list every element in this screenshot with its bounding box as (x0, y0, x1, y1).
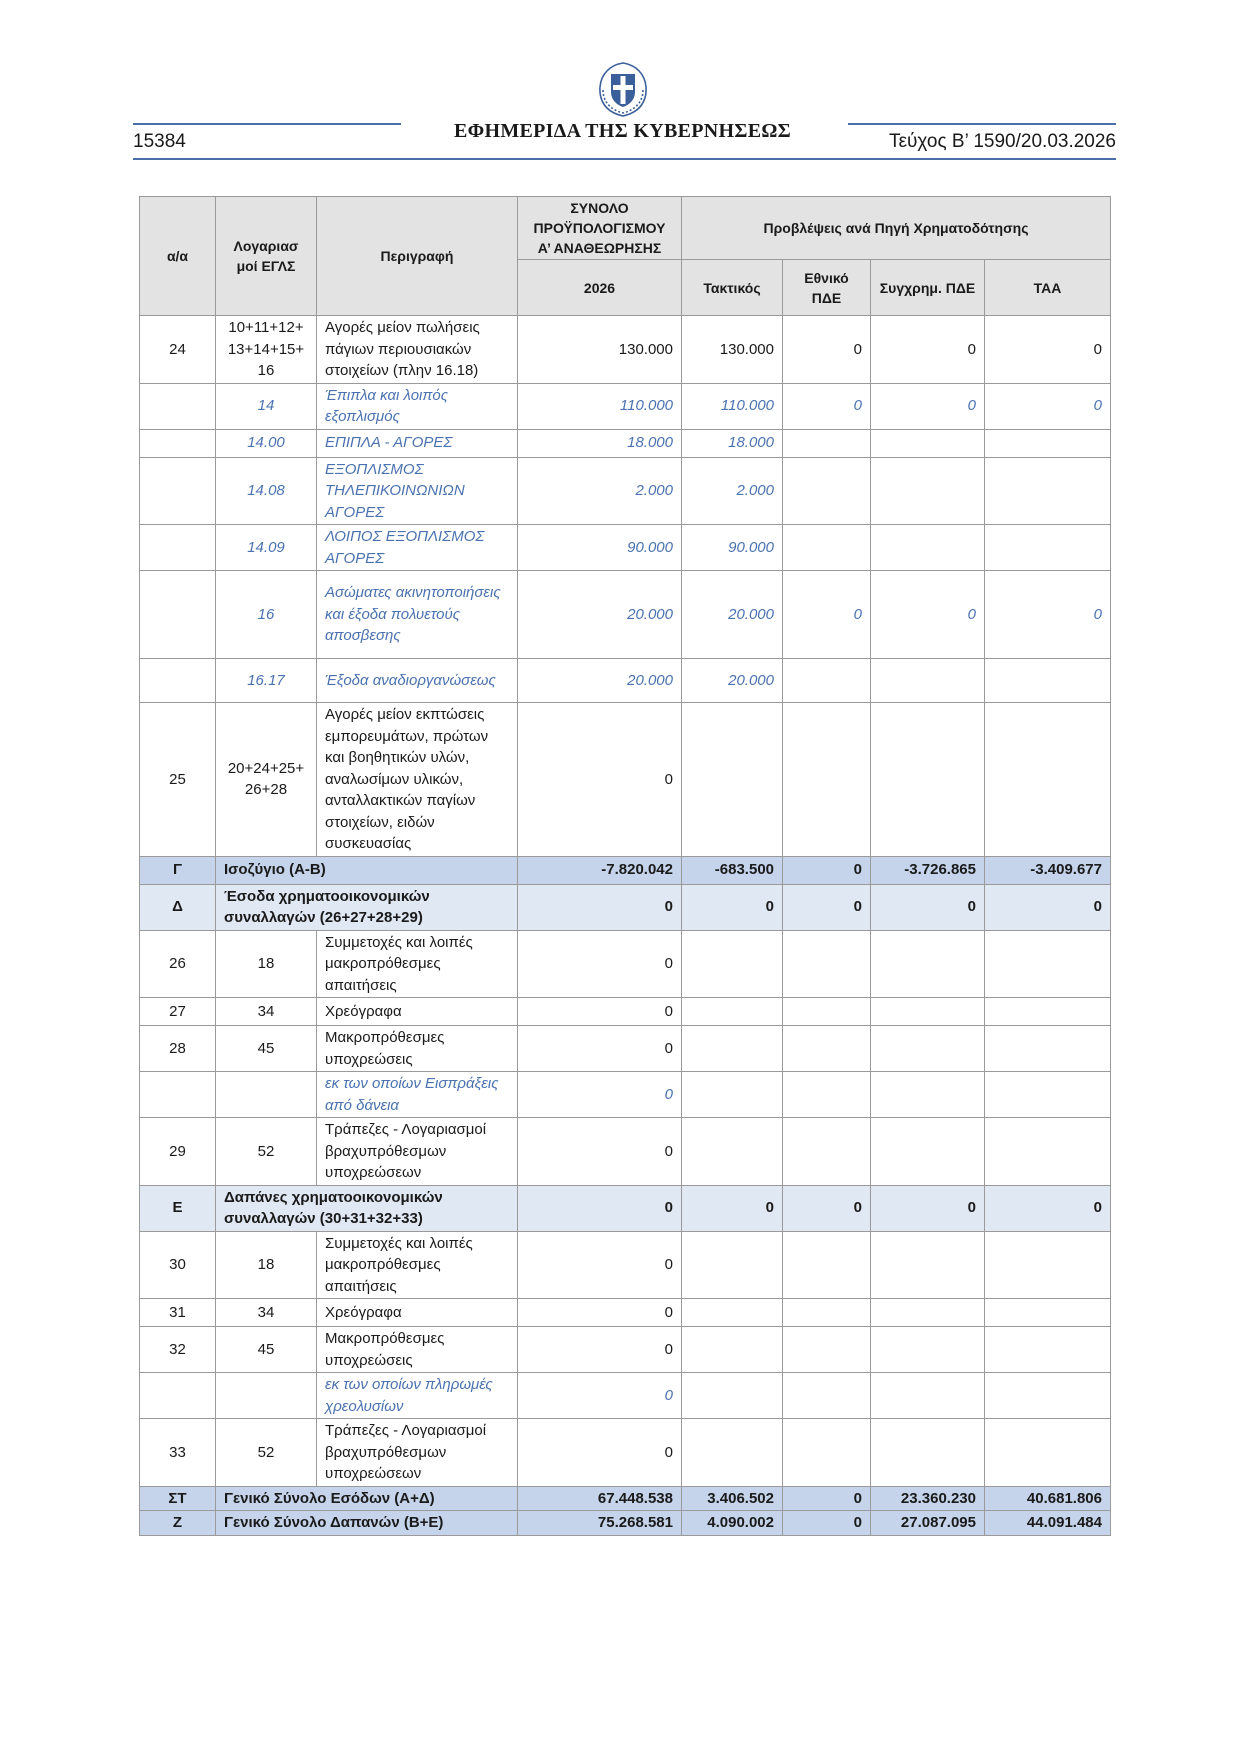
table-row (140, 1419, 1111, 1487)
cell-national-pde (783, 1118, 871, 1186)
cell-national-pde: 0 (783, 884, 871, 930)
cell-national-pde (783, 1231, 871, 1299)
cell-regular: 90.000 (682, 525, 783, 571)
table-row (140, 316, 1111, 384)
header-rule-left (133, 123, 401, 125)
balance-row (140, 856, 1111, 884)
cell-cofinanced-pde (871, 1026, 985, 1072)
cell-aa (140, 525, 216, 571)
table-row (140, 1118, 1111, 1186)
cell-national-pde (783, 429, 871, 457)
cell-national-pde (783, 1419, 871, 1487)
cell-regular (682, 1327, 783, 1373)
cell-total: 20.000 (518, 659, 682, 703)
cell-description: εκ των οποίων πληρωμές χρεολυσίων (317, 1373, 518, 1419)
cell-total: 0 (518, 703, 682, 857)
cell-aa: Ε (140, 1185, 216, 1231)
table-row (140, 1231, 1111, 1299)
cell-total: 0 (518, 1118, 682, 1186)
header-account: Λογαριασ μοί ΕΓΛΣ (216, 197, 317, 316)
cell-aa: 26 (140, 930, 216, 998)
cell-total: 18.000 (518, 429, 682, 457)
cell-total: 110.000 (518, 383, 682, 429)
cell-total: 0 (518, 1185, 682, 1231)
table-row (140, 930, 1111, 998)
cell-account: 18 (216, 1231, 317, 1299)
cell-national-pde (783, 703, 871, 857)
cell-description: ΛΟΙΠΟΣ ΕΞΟΠΛΙΣΜΟΣ ΑΓΟΡΕΣ (317, 525, 518, 571)
cell-cofinanced-pde: 23.360.230 (871, 1486, 985, 1511)
cell-aa: 29 (140, 1118, 216, 1186)
cell-regular (682, 930, 783, 998)
cell-taa (985, 429, 1111, 457)
cell-regular: 0 (682, 884, 783, 930)
table-row (140, 429, 1111, 457)
cell-taa (985, 703, 1111, 857)
header-forecast: Προβλέψεις ανά Πηγή Χρηματοδότησης (682, 197, 1111, 260)
section-row (140, 1185, 1111, 1231)
cell-total: 0 (518, 1419, 682, 1487)
cell-cofinanced-pde: 27.087.095 (871, 1511, 985, 1536)
cell-taa (985, 1299, 1111, 1327)
cell-cofinanced-pde: 0 (871, 884, 985, 930)
header-rule-right (848, 123, 1116, 125)
cell-taa: 44.091.484 (985, 1511, 1111, 1536)
table-row (140, 571, 1111, 659)
cell-national-pde: 0 (783, 1486, 871, 1511)
cell-total: 0 (518, 998, 682, 1026)
cell-cofinanced-pde (871, 930, 985, 998)
table-row (140, 1299, 1111, 1327)
cell-total: 0 (518, 884, 682, 930)
cell-taa (985, 1072, 1111, 1118)
cell-national-pde (783, 1373, 871, 1419)
cell-aa: 28 (140, 1026, 216, 1072)
table-body (140, 316, 1111, 1536)
cell-cofinanced-pde: 0 (871, 1185, 985, 1231)
table-row (140, 525, 1111, 571)
cell-description: Μακροπρόθεσμες υποχρεώσεις (317, 1327, 518, 1373)
cell-cofinanced-pde (871, 659, 985, 703)
cell-description: Έξοδα αναδιοργανώσεως (317, 659, 518, 703)
cell-description: Συμμετοχές και λοιπές μακροπρόθεσμες απαιτήσεις (317, 930, 518, 998)
table-row (140, 703, 1111, 857)
cell-account: 14.09 (216, 525, 317, 571)
hellenic-emblem-icon (595, 60, 651, 118)
cell-account: 16 (216, 571, 317, 659)
cell-taa: 0 (985, 1185, 1111, 1231)
cell-aa (140, 571, 216, 659)
cell-description: Συμμετοχές και λοιπές μακροπρόθεσμες απαιτήσεις (317, 1231, 518, 1299)
cell-regular (682, 1026, 783, 1072)
header-regular: Τακτικός (682, 260, 783, 316)
cell-aa: Δ (140, 884, 216, 930)
cell-account: 14 (216, 383, 317, 429)
cell-total: 0 (518, 1231, 682, 1299)
cell-account: 10+11+12+ 13+14+15+ 16 (216, 316, 317, 384)
cell-description: Αγορές μείον εκπτώσεις εμπορευμάτων, πρώτων και βοηθητικών υλών, αναλωσίμων υλικών, ανταλλακτικών παγίων στοιχείων, ειδών συσκευασίας (317, 703, 518, 857)
cell-regular: 2.000 (682, 457, 783, 525)
cell-account (216, 1373, 317, 1419)
cell-taa (985, 457, 1111, 525)
cell-aa (140, 429, 216, 457)
cell-national-pde: 0 (783, 1185, 871, 1231)
cell-national-pde: 0 (783, 856, 871, 884)
cell-national-pde: 0 (783, 316, 871, 384)
cell-description: Έπιπλα και λοιπός εξοπλισμός (317, 383, 518, 429)
cell-national-pde (783, 457, 871, 525)
cell-regular (682, 1231, 783, 1299)
cell-description: Τράπεζες - Λογαριασμοί βραχυπρόθεσμων υποχρεώσεων (317, 1118, 518, 1186)
header-cofinanced-pde: Συγχρημ. ΠΔΕ (871, 260, 985, 316)
cell-cofinanced-pde (871, 1373, 985, 1419)
cell-total: 20.000 (518, 571, 682, 659)
cell-national-pde (783, 930, 871, 998)
table-row (140, 998, 1111, 1026)
cell-cofinanced-pde (871, 1327, 985, 1373)
cell-total: 90.000 (518, 525, 682, 571)
cell-national-pde (783, 1026, 871, 1072)
cell-account: 52 (216, 1118, 317, 1186)
cell-aa (140, 659, 216, 703)
cell-total: 0 (518, 1072, 682, 1118)
header-rule-bottom (133, 158, 1116, 160)
cell-description: Ασώματες ακινητοποιήσεις και έξοδα πολυετούς αποσβεσης (317, 571, 518, 659)
cell-aa (140, 1072, 216, 1118)
cell-total: -7.820.042 (518, 856, 682, 884)
table-row (140, 383, 1111, 429)
cell-regular: 18.000 (682, 429, 783, 457)
cell-regular: 20.000 (682, 659, 783, 703)
cell-cofinanced-pde: 0 (871, 383, 985, 429)
cell-aa (140, 1373, 216, 1419)
table-row (140, 457, 1111, 525)
cell-account: 18 (216, 930, 317, 998)
cell-national-pde: 0 (783, 1511, 871, 1536)
journal-title: ΕΦΗΜΕΡΙΔΑ ΤΗΣ ΚΥΒΕΡΝΗΣΕΩΣ (453, 120, 792, 142)
cell-cofinanced-pde: 0 (871, 316, 985, 384)
cell-total: 75.268.581 (518, 1511, 682, 1536)
cell-description: Μακροπρόθεσμες υποχρεώσεις (317, 1026, 518, 1072)
cell-regular (682, 1072, 783, 1118)
table-row (140, 659, 1111, 703)
cell-description: Χρεόγραφα (317, 1299, 518, 1327)
cell-national-pde (783, 1327, 871, 1373)
cell-cofinanced-pde (871, 1299, 985, 1327)
budget-table (139, 196, 1111, 1536)
cell-national-pde: 0 (783, 571, 871, 659)
cell-taa: 0 (985, 316, 1111, 384)
cell-account: 34 (216, 998, 317, 1026)
cell-taa (985, 525, 1111, 571)
cell-taa (985, 998, 1111, 1026)
cell-regular (682, 703, 783, 857)
cell-taa (985, 1373, 1111, 1419)
cell-taa: 40.681.806 (985, 1486, 1111, 1511)
cell-regular: 3.406.502 (682, 1486, 783, 1511)
section-row (140, 884, 1111, 930)
cell-cofinanced-pde (871, 1072, 985, 1118)
header-taa: ΤΑΑ (985, 260, 1111, 316)
cell-regular (682, 1299, 783, 1327)
cell-aa: ΣΤ (140, 1486, 216, 1511)
cell-description: εκ των οποίων Εισπράξεις από δάνεια (317, 1072, 518, 1118)
cell-cofinanced-pde (871, 1231, 985, 1299)
header-total: ΣΥΝΟΛΟ ΠΡΟΫΠΟΛΟΓΙΣΜΟΥ Α’ ΑΝΑΘΕΩΡΗΣΗΣ (518, 197, 682, 260)
cell-aa: 33 (140, 1419, 216, 1487)
cell-regular: 130.000 (682, 316, 783, 384)
cell-aa: 25 (140, 703, 216, 857)
cell-regular (682, 998, 783, 1026)
cell-aa: Ζ (140, 1511, 216, 1536)
cell-national-pde (783, 525, 871, 571)
cell-regular: 0 (682, 1185, 783, 1231)
cell-national-pde (783, 1299, 871, 1327)
cell-aa: 30 (140, 1231, 216, 1299)
cell-regular: 110.000 (682, 383, 783, 429)
cell-label: Έσοδα χρηματοοικονομικών συναλλαγών (26+27+28+29) (216, 884, 518, 930)
page-number: 15384 (133, 131, 186, 152)
cell-cofinanced-pde (871, 525, 985, 571)
cell-taa: -3.409.677 (985, 856, 1111, 884)
cell-total: 67.448.538 (518, 1486, 682, 1511)
cell-regular: -683.500 (682, 856, 783, 884)
cell-cofinanced-pde (871, 457, 985, 525)
cell-cofinanced-pde: 0 (871, 571, 985, 659)
cell-account: 34 (216, 1299, 317, 1327)
cell-label: Ισοζύγιο (Α-Β) (216, 856, 518, 884)
cell-description: Χρεόγραφα (317, 998, 518, 1026)
header-description: Περιγραφή (317, 197, 518, 316)
cell-regular: 4.090.002 (682, 1511, 783, 1536)
cell-description: Τράπεζες - Λογαριασμοί βραχυπρόθεσμων υποχρεώσεων (317, 1419, 518, 1487)
cell-national-pde: 0 (783, 383, 871, 429)
cell-account: 52 (216, 1419, 317, 1487)
cell-taa: 0 (985, 571, 1111, 659)
cell-total: 0 (518, 1299, 682, 1327)
cell-aa (140, 457, 216, 525)
table-row (140, 1072, 1111, 1118)
cell-regular: 20.000 (682, 571, 783, 659)
cell-account: 20+24+25+ 26+28 (216, 703, 317, 857)
cell-taa (985, 1327, 1111, 1373)
cell-regular (682, 1419, 783, 1487)
cell-cofinanced-pde (871, 429, 985, 457)
cell-aa: 31 (140, 1299, 216, 1327)
cell-aa: Γ (140, 856, 216, 884)
cell-account: 45 (216, 1327, 317, 1373)
cell-total: 0 (518, 1373, 682, 1419)
issue-info: Τεύχος Β’ 1590/20.03.2026 (889, 131, 1116, 152)
cell-national-pde (783, 998, 871, 1026)
cell-regular (682, 1118, 783, 1186)
cell-cofinanced-pde (871, 1419, 985, 1487)
cell-taa: 0 (985, 383, 1111, 429)
cell-total: 0 (518, 1327, 682, 1373)
cell-cofinanced-pde (871, 998, 985, 1026)
table-row (140, 1026, 1111, 1072)
cell-regular (682, 1373, 783, 1419)
grand-total-revenue-row (140, 1486, 1111, 1511)
cell-account: 14.00 (216, 429, 317, 457)
cell-account: 16.17 (216, 659, 317, 703)
cell-account: 45 (216, 1026, 317, 1072)
cell-taa (985, 659, 1111, 703)
cell-aa: 27 (140, 998, 216, 1026)
cell-description: ΕΠΙΠΛΑ - ΑΓΟΡΕΣ (317, 429, 518, 457)
grand-total-expenses-row (140, 1511, 1111, 1536)
cell-aa (140, 383, 216, 429)
cell-aa: 24 (140, 316, 216, 384)
cell-account: 14.08 (216, 457, 317, 525)
cell-national-pde (783, 659, 871, 703)
cell-total: 2.000 (518, 457, 682, 525)
cell-taa (985, 1419, 1111, 1487)
cell-label: Γενικό Σύνολο Εσόδων (Α+Δ) (216, 1486, 518, 1511)
header-year: 2026 (518, 260, 682, 316)
cell-taa (985, 1026, 1111, 1072)
cell-total: 130.000 (518, 316, 682, 384)
table-row (140, 1327, 1111, 1373)
cell-taa (985, 930, 1111, 998)
cell-account (216, 1072, 317, 1118)
cell-cofinanced-pde: -3.726.865 (871, 856, 985, 884)
table-row (140, 1373, 1111, 1419)
cell-description: ΕΞΟΠΛΙΣΜΟΣ ΤΗΛΕΠΙΚΟΙΝΩΝΙΩΝ ΑΓΟΡΕΣ (317, 457, 518, 525)
cell-label: Γενικό Σύνολο Δαπανών (Β+Ε) (216, 1511, 518, 1536)
cell-taa (985, 1118, 1111, 1186)
cell-taa: 0 (985, 884, 1111, 930)
cell-aa: 32 (140, 1327, 216, 1373)
cell-description: Αγορές μείον πωλήσεις πάγιων περιουσιακών στοιχείων (πλην 16.18) (317, 316, 518, 384)
cell-national-pde (783, 1072, 871, 1118)
cell-cofinanced-pde (871, 1118, 985, 1186)
header-aa: α/α (140, 197, 216, 316)
cell-total: 0 (518, 930, 682, 998)
cell-taa (985, 1231, 1111, 1299)
cell-label: Δαπάνες χρηματοοικονομικών συναλλαγών (30+31+32+33) (216, 1185, 518, 1231)
cell-total: 0 (518, 1026, 682, 1072)
cell-cofinanced-pde (871, 703, 985, 857)
header-national-pde: Εθνικό ΠΔΕ (783, 260, 871, 316)
